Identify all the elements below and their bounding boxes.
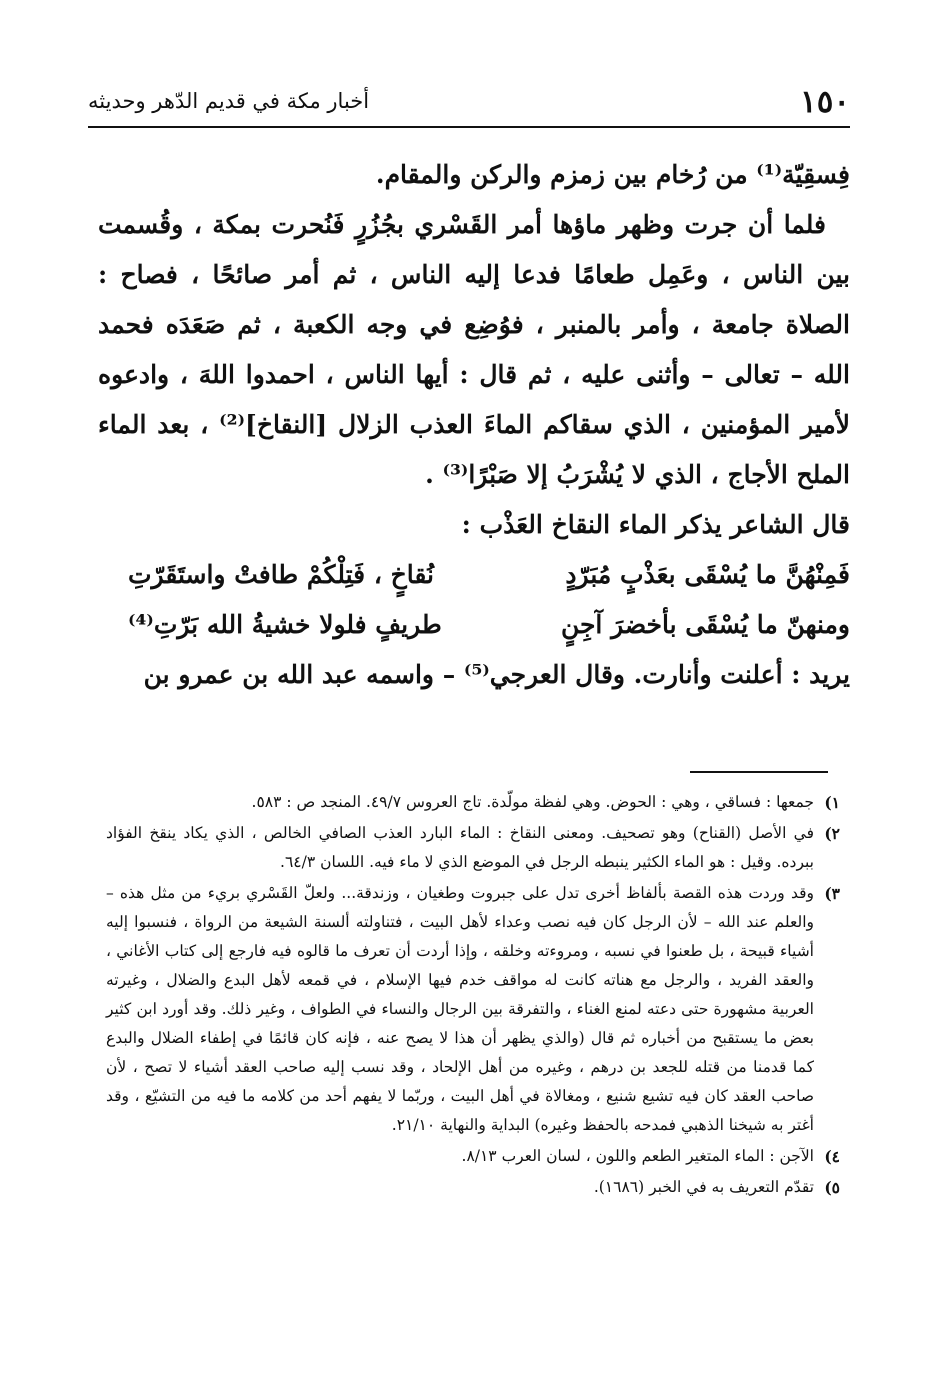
poem-verse (98, 550, 850, 650)
running-title: أخبار مكة في قديم الدّهر وحديثه (88, 89, 370, 113)
paragraph: فِسقِيّة⁽¹⁾ من رُخام بين زمزم والركن والمقام. (375, 160, 850, 189)
page-number: ١٥٠ (800, 84, 850, 120)
footnote-text: تقدّم التعريف به في الخبر (١٦٨٦). (593, 1178, 814, 1196)
footnote (106, 1142, 840, 1171)
verse-first-hemistich: فَمِنْهُنَّ ما يُسْقَى بعَذْبٍ مُبَرّدٍ (565, 560, 850, 589)
footnote-number: ١) (824, 793, 840, 812)
verse-line (98, 600, 850, 650)
footnote-number: ٣) (824, 884, 840, 903)
footnote (106, 819, 840, 877)
footnote-text: جمعها : فساقي ، وهي : الحوض. وهي لفظة مولّدة. تاج العروس ٤٩/٧. المنجد ص : ٥٨٣. (251, 793, 814, 811)
paragraph: فلما أن جرت وظهر ماؤها أمر القَسْري بجُزُرٍ فَنُحرت بمكة ، وقُسمت بين الناس ، وعَمِل طعامًا فدعا إليه الناس ، ثم أمر صائحًا ، فصاح : الصلاة جامعة ، وأمر بالمنبر ، فوُضِع في وجه الكعبة ، ثم صَعَدَه فحمد الله – تعالى – وأثنى عليه ، ثم قال : أيها الناس ، احمدوا اللهَ ، وادعوه لأمير المؤمنين ، الذي سقاكم الماءَ العذب الزلال [النقاخ]⁽²⁾ ، بعد الماء الملح الأجاج ، الذي لا يُشْرَبُ إلا صَبْرًا⁽³⁾ . (98, 210, 850, 489)
footnotes (106, 788, 840, 1204)
footnote-number: ٥) (824, 1178, 840, 1197)
verse-second-hemistich: طريفٍ فلولا خشيةُ الله بَرّتِ⁽⁴⁾ (128, 610, 442, 639)
verse-second-hemistich: نُقاخٍ ، فَتِلْكُمْ طافتْ واستَقَرّتِ (128, 560, 434, 589)
footnote-divider (690, 771, 828, 773)
verse-first-hemistich: ومنهنّ ما يُسْقَى بأخضرَ آجِنٍ (560, 610, 850, 639)
footnote-number: ٤) (824, 1147, 840, 1166)
footnote-text: الآجن : الماء المتغير الطعم واللون ، لسان العرب ٨/١٣. (461, 1147, 814, 1165)
footnote (106, 788, 840, 817)
footnote (106, 879, 840, 1140)
footnote (106, 1173, 840, 1202)
header-divider (88, 126, 850, 128)
footnote-number: ٢) (824, 824, 840, 843)
page-header (88, 84, 850, 124)
paragraph: يريد : أعلنت وأنارت. وقال العرجي⁽⁵⁾ – واسمه عبد الله بن عمرو بن (143, 660, 850, 689)
footnote-text: وقد وردت هذه القصة بألفاظ أخرى تدل على جبروت وطغيان ، وزندقة... ولعلّ القَسْري بريء من مثل هذه – والعلم عند الله – لأن الرجل كان فيه نصب وعداء لأهل البيت ، فتناولته ألسنة الشيعة من الرواة ، فنسبوا إليه أشياء قبيحة ، بل طعنوا في نسبه ، ومروءته وخلقه ، وإذا أردت أن تعرف ما قالوه فيه فارجع إلى كتاب الأغاني ، والعقد الفريد ، والرجل مع هناته كانت له مواقف خدم فيها الإسلام ، في قمعه لأهل البدع والضلال ، وغيرته العربية مشهورة حتى دعته لمنع الغناء ، والتفرقة بين الرجال والنساء في الطواف ، وغير ذلك. وقد أورد ابن كثير بعض ما يستقبح من أخباره ثم قال (والذي يظهر أن هذا لا يصح عنه ، فإنه كان قائمًا في إطفاء الضلال والبدع كما قدمنا من قتله للجعد بن درهم ، وغيره من أهل الإلحاد ، وقد نسب إليه صاحب العقد أشياء لا تصح ، لأن صاحب العقد كان فيه تشيع شنيع ، ومغالاة في أهل البيت ، وربّما لا يفهم أحد من كلامه ما فيه من التشيّع ، وقد أغتر به شيخنا الذهبي فمدحه بالحفظ وغيره) البداية والنهاية ٢١/١٠. (106, 884, 814, 1134)
paragraph: قال الشاعر يذكر الماء النقاخ العَذْب : (461, 510, 850, 539)
main-text (98, 150, 850, 700)
verse-line (98, 550, 850, 600)
footnote-text: في الأصل (القناح) وهو تصحيف. ومعنى النقاخ : الماء البارد العذب الصافي الخالص ، الذي يكاد ينقخ الفؤاد ببرده. وقيل : هو الماء الكثير ينبطه الرجل في الموضع الذي لا ماء فيه. اللسان ٦٤/٣. (106, 824, 814, 871)
